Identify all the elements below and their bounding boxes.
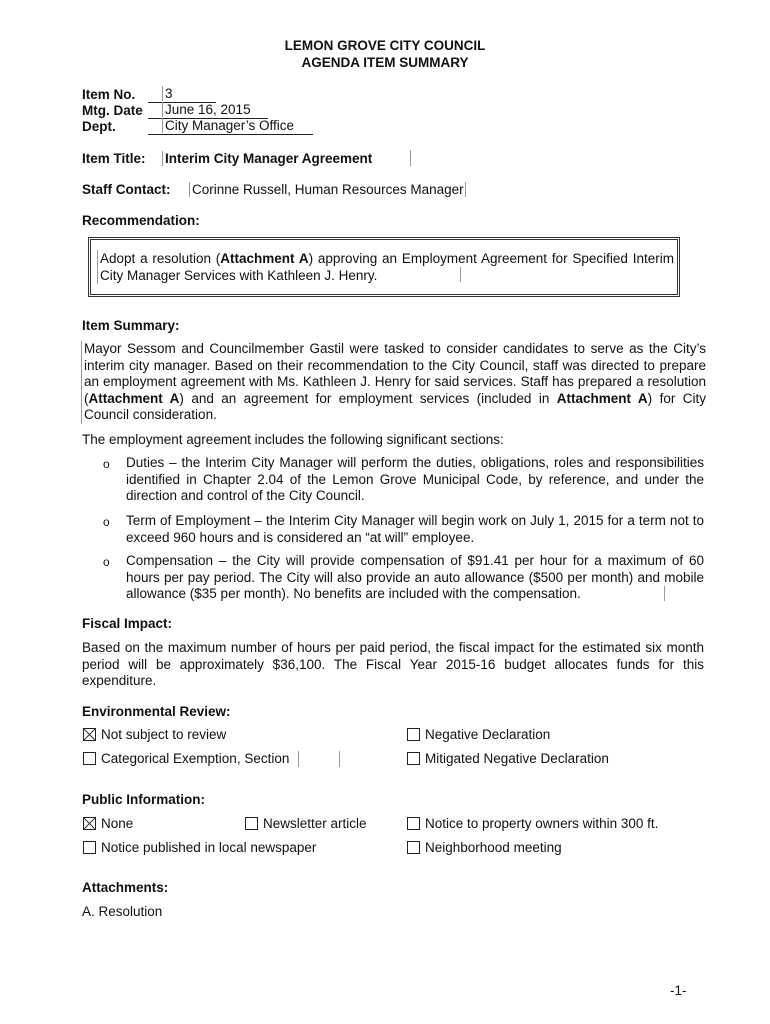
categorical-exemption-checkbox[interactable] [83, 752, 96, 765]
mtg-date-label: Mtg. Date [82, 103, 143, 118]
title-line-1: LEMON GROVE CITY COUNCIL [284, 38, 486, 53]
neighborhood-meeting-checkbox[interactable] [407, 841, 420, 854]
title-line-2: AGENDA ITEM SUMMARY [301, 55, 469, 70]
field-end-marker [460, 267, 461, 282]
attachments-heading: Attachments: [82, 880, 169, 895]
bullet-compensation: Compensation – the City will provide compensation of $91.41 per hour for a maximum of 60 hours per pay period. The City will also provide an auto allowance ($500 per month) and mobile allowance ($35 per month). No benefits are included with the compensation. [126, 553, 704, 602]
none-checkbox[interactable] [83, 817, 96, 830]
item-summary-paragraph[interactable]: Mayor Sessom and Councilmember Gastil were tasked to consider candidates to serve as the City’s interim city manager. Based on their recommendation to the City Council, staff was directed to prepare an employment agreement with Ms. Kathleen J. Henry for said services. Staff has prepared a resolution (Attachment A) and an agreement for employment services (included in Attachment A) for City Council consideration. [81, 341, 706, 424]
mtg-date-field[interactable] [148, 102, 268, 119]
property-owners-label: Notice to property owners within 300 ft. [425, 816, 659, 831]
not-subject-checkbox[interactable] [83, 728, 96, 741]
newsletter-label: Newsletter article [263, 816, 367, 831]
recommendation-heading: Recommendation: [82, 213, 200, 228]
item-no-label: Item No. [82, 87, 136, 102]
attachment-item: A. Resolution [82, 904, 163, 919]
document-subtitle [0, 55, 770, 70]
fiscal-impact-heading: Fiscal Impact: [82, 616, 173, 631]
bullet-marker: o [103, 515, 110, 529]
staff-contact-value[interactable]: Corinne Russell, Human Resources Manager [189, 182, 466, 197]
not-subject-label: Not subject to review [101, 727, 227, 742]
document-title [0, 38, 770, 53]
page-number: -1- [670, 983, 687, 998]
item-no-field[interactable] [148, 86, 216, 103]
sections-intro: The employment agreement includes the following significant sections: [82, 432, 504, 447]
bullet-marker: o [103, 457, 110, 471]
negative-declaration-checkbox[interactable] [407, 728, 420, 741]
mitigated-declaration-checkbox[interactable] [407, 752, 420, 765]
dept-value: City Manager’s Office [162, 118, 294, 133]
item-no-value: 3 [162, 86, 173, 101]
bullet-term: Term of Employment – the Interim City Manager will begin work on July 1, 2015 for a term not to exceed 960 hours and is considered an “at will” employee. [126, 513, 704, 545]
property-owners-checkbox[interactable] [407, 817, 420, 830]
environmental-review-heading: Environmental Review: [82, 704, 231, 719]
categorical-exemption-label: Categorical Exemption, Section [101, 751, 290, 766]
field-end-marker [664, 586, 665, 601]
public-information-heading: Public Information: [82, 792, 205, 807]
neighborhood-meeting-label: Neighborhood meeting [425, 840, 562, 855]
bullet-duties: Duties – the Interim City Manager will perform the duties, obligations, roles and responsibilities identified in Chapter 2.04 of the Lemon Grove Municipal Code, by reference, and under the direction and control of the City Council. [126, 455, 704, 504]
dept-label: Dept. [82, 119, 116, 134]
item-title-label: Item Title: [82, 151, 146, 166]
fiscal-impact-text: Based on the maximum number of hours per paid period, the fiscal impact for the estimated six month period will be approximately $36,100. The Fiscal Year 2015-16 budget allocates funds for this expenditure. [82, 640, 704, 689]
local-newspaper-checkbox[interactable] [83, 841, 96, 854]
item-title-value[interactable]: Interim City Manager Agreement [162, 151, 372, 166]
dept-field[interactable] [148, 118, 313, 135]
staff-contact-label: Staff Contact: [82, 182, 171, 197]
attachment-reference: Attachment A [220, 251, 309, 266]
negative-declaration-label: Negative Declaration [425, 727, 551, 742]
mitigated-declaration-label: Mitigated Negative Declaration [425, 751, 609, 766]
newsletter-checkbox[interactable] [245, 817, 258, 830]
bullet-marker: o [103, 555, 110, 569]
mtg-date-value: June 16, 2015 [162, 102, 251, 117]
local-newspaper-label: Notice published in local newspaper [101, 840, 317, 855]
exemption-section-field[interactable] [298, 751, 340, 767]
field-end-marker [410, 150, 411, 166]
recommendation-text[interactable]: Adopt a resolution (Attachment A) approving an Employment Agreement for Specified Interim City Manager Services with Kathleen J. Henry. [97, 250, 674, 284]
item-summary-heading: Item Summary: [82, 318, 180, 333]
none-label: None [101, 816, 134, 831]
